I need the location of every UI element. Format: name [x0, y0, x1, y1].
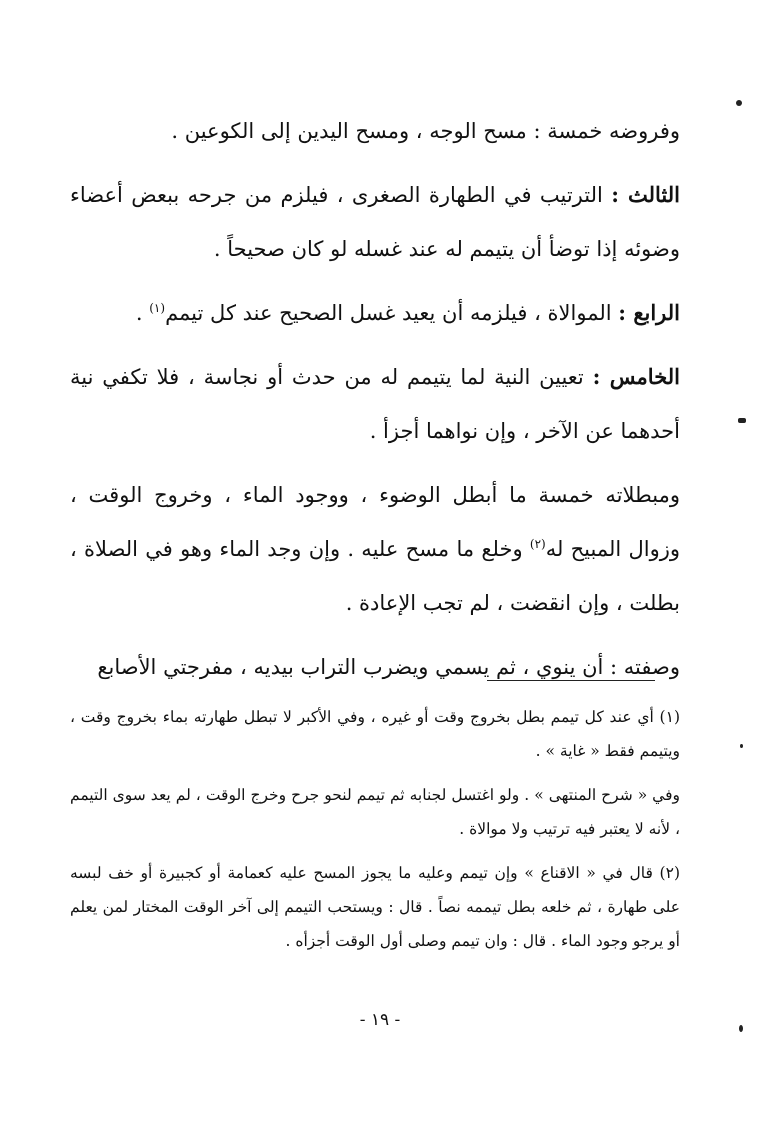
paragraph-fifth-text: تعيين النية لما يتيمم له من حدث أو نجاسة ، فلا تكفي نية أحدهما عن الآخر ، وإن نواهما أجزأ .	[70, 365, 680, 443]
footnote-ref-2: (٢)	[529, 537, 546, 551]
paragraph-invalidators	[70, 468, 680, 630]
paragraph-invalidators-a: ومبطلاته خمسة ما أبطل الوضوء ، ووجود الماء ، وخروج الوقت ، وزوال المبيح له	[70, 483, 680, 561]
paragraph-fourth-end: .	[135, 301, 150, 325]
heading-third: الثالث :	[611, 182, 680, 207]
page-number: - ١٩ -	[359, 1010, 401, 1030]
heading-fifth: الخامس :	[592, 364, 680, 389]
paragraph-fourth-text: الموالاة ، فيلزمه أن يعيد غسل الصحيح عند كل تيمم	[165, 301, 619, 325]
footnote-2: (٢) قال في « الاقناع » وإن تيمم وعليه ما يجوز المسح عليه كعمامة أو كجبيرة أو خف لبسه على طهارة ، ثم خلعه بطل تيممه نصاً . قال : ويستحب التيمم إلى آخر الوقت المختار لمن يعلم أو يرجو وجود الماء . قال : وان تيمم وصلى أول الوقت أجزأه .	[70, 864, 680, 950]
margin-mark	[739, 1025, 743, 1032]
paragraph-fifth	[70, 350, 680, 458]
paragraph-invalidators-b: وخلع ما مسح عليه . وإن وجد الماء وهو في الصلاة ، بطلت ، وإن انقضت ، لم تجب الإعادة .	[70, 537, 680, 615]
paragraph-third	[70, 168, 680, 276]
heading-fourth: الرابع :	[618, 300, 680, 325]
paragraph-fourth	[70, 286, 680, 340]
margin-mark	[738, 418, 746, 423]
footnotes	[70, 700, 680, 968]
footnote-divider	[487, 680, 655, 681]
footnote-1-continued: وفي « شرح المنتهى » . ولو اغتسل لجنابه ثم تيمم لنحو جرح وخرج الوقت ، لم يعد سوى التيمم ، لأنه لا يعتبر فيه ترتيب ولا موالاة .	[70, 786, 680, 838]
footnote-ref-1: (١)	[149, 301, 166, 315]
main-text	[70, 104, 680, 704]
paragraph-obligations: وفروضه خمسة : مسح الوجه ، ومسح اليدين إلى الكوعين .	[171, 119, 680, 143]
margin-mark	[740, 744, 743, 748]
margin-mark	[736, 100, 742, 106]
paragraph-description: وصفته : أن ينوي ، ثم يسمي ويضرب التراب بيديه ، مفرجتي الأصابع	[97, 655, 680, 679]
paragraph-third-text: الترتيب في الطهارة الصغرى ، فيلزم من جرحه ببعض أعضاء وضوئه إذا توضأ أن يتيمم له عند غسله لو كان صحيحاً .	[70, 183, 680, 261]
footnote-1: (١) أي عند كل تيمم بطل بخروج وقت أو غيره ، وفي الأكبر لا تبطل طهارته بماء بخروج وقت ، ويتيمم فقط « غاية » .	[70, 708, 680, 760]
